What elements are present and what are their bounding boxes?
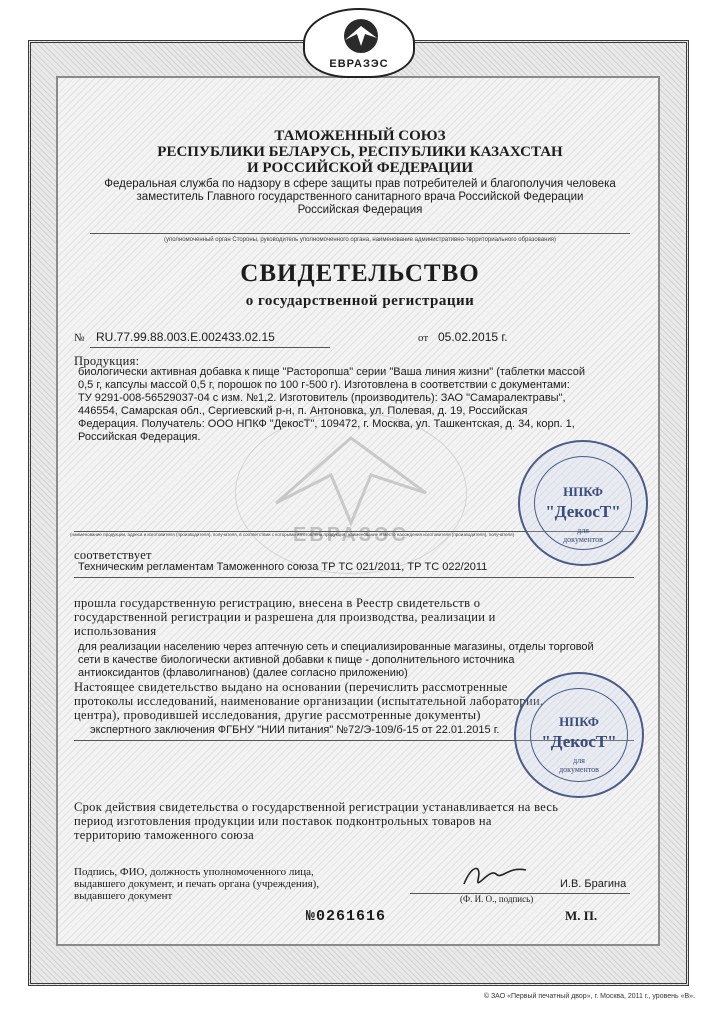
validity-line-3: территорию таможенного союза <box>74 828 255 842</box>
product-label: Продукция: <box>74 354 140 368</box>
document-title: СВИДЕТЕЛЬСТВО <box>240 260 480 287</box>
basis-line-3: центра), проводившей исследования, другие рассмотренные документы) <box>74 708 481 722</box>
stamp-top-line-2: "ДекосТ" <box>545 502 621 521</box>
validity-line-2: период изготовления продукции или поставок подконтрольных товаров на <box>74 814 492 828</box>
product-line-1: биологически активная добавка к пище "Расторопша" серии "Ваша линия жизни" (таблетки массой <box>78 366 585 378</box>
stamp-bottom-line-1: НПКФ <box>559 714 599 729</box>
mp-label: М. П. <box>565 908 598 923</box>
union-line-1: ТАМОЖЕННЫЙ СОЮЗ <box>274 128 446 144</box>
signature-name-caption: (Ф. И. О., подпись) <box>460 894 534 904</box>
service-line-1: Федеральная служба по надзору в сфере защиты прав потребителей и благополучия человека <box>104 178 616 190</box>
eagle-icon <box>337 16 385 56</box>
stamp-bottom-line-2: "ДекосТ" <box>541 732 617 751</box>
product-line-2: 0,5 г, капсулы массой 0,5 г, порошок по 100 г-500 г). Изготовлена в соответствии с документами: <box>78 379 570 391</box>
conformity-underline <box>74 576 634 578</box>
registration-number: RU.77.99.88.003.E.002433.02.15 <box>96 330 275 344</box>
signature-caption-2: выдавшего документ, и печать органа (учреждения), <box>74 878 320 890</box>
validity-line-1: Срок действия свидетельства о государственной регистрации устанавливается на весь <box>74 800 559 814</box>
eurasec-emblem <box>303 8 415 78</box>
product-caption: (наименование продукции, адреса и изготовителя (производителя), получателя, в соответствии с которыми изготовлена продукция, наименование и место нахождения изготовителя (производителя), получателя) <box>70 532 515 537</box>
registered-line-1: прошла государственную регистрацию, внесена в Реестр свидетельств о <box>74 596 481 610</box>
product-line-3: ТУ 9291-008-56529037-04 с изм. №1,2. Изготовитель (производитель): ЗАО "Самаралектравы", <box>78 392 566 404</box>
basis-line-1: Настоящее свидетельство выдано на основании (перечислить рассмотренные <box>74 680 508 694</box>
stamp-top-line-4: документов <box>563 535 603 544</box>
registered-line-2: государственной регистрации и разрешена для производства, реализации и <box>74 610 496 624</box>
registration-number-line <box>90 346 330 348</box>
stamp-top-line-3: для <box>577 526 589 535</box>
emblem-text: ЕВРАЗЭС <box>329 58 389 70</box>
union-line-3: И РОССИЙСКОЙ ФЕДЕРАЦИИ <box>246 160 474 176</box>
registration-date: 05.02.2015 г. <box>438 330 508 344</box>
product-line-5: Федерация. Получатель: ООО НПКФ "ДекосТ", 109472, г. Москва, ул. Ташкентская, д. 34, корп. 1, <box>78 418 575 430</box>
stamp-bottom-line-4: документов <box>559 765 599 774</box>
registered-use-1: для реализации населению через аптечную сеть и специализированные магазины, отделы торговой <box>78 641 594 653</box>
header-underline <box>90 232 630 234</box>
stamp-top-line-1: НПКФ <box>563 484 603 499</box>
service-caption: (уполномоченный орган Стороны, руководитель уполномоченного органа, наименование административно-территориального образования) <box>163 237 557 243</box>
serial-number: №0261616 <box>306 908 387 925</box>
product-line-4: 446554, Самарская обл., Сергиевский р-н, п. Антоновка, ул. Полевая, д. 19, Российская <box>78 405 528 417</box>
service-line-2: заместитель Главного государственного санитарного врача Российской Федерации <box>136 191 584 203</box>
stamp-bottom <box>514 672 644 798</box>
registered-use-2: сети в качестве биологически активной добавки к пище - дополнительного источника <box>78 654 515 666</box>
signature-scribble <box>460 860 530 892</box>
registered-use-3: антиоксидантов (флаволигнанов) (далее согласно приложению) <box>78 667 408 679</box>
stamp-top <box>518 440 648 566</box>
stamp-bottom-line-3: для <box>573 756 585 765</box>
signature-caption-1: Подпись, ФИО, должность уполномоченного лица, <box>74 866 314 878</box>
product-line-6: Российская Федерация. <box>78 431 201 443</box>
service-line-3: Российская Федерация <box>297 204 423 216</box>
signatory-name: И.В. Брагина <box>560 878 627 890</box>
registered-line-3: использования <box>74 624 157 638</box>
registration-date-prefix: от <box>418 332 429 344</box>
printer-footer: © ЗАО «Первый печатный двор», г. Москва, 2011 г., уровень «В». <box>483 993 695 1000</box>
basis-text: экспертного заключения ФГБНУ "НИИ питания" №72/Э-109/б-15 от 22.01.2015 г. <box>90 724 500 736</box>
watermark-text: ЕВРАЗЭС <box>292 524 409 546</box>
conformity-text: Техническим регламентам Таможенного союза ТР ТС 021/2011, ТР ТС 022/2011 <box>78 561 488 573</box>
document-subtitle: о государственной регистрации <box>245 293 475 309</box>
conformity-label: соответствует <box>74 548 152 562</box>
union-line-2: РЕСПУБЛИКИ БЕЛАРУСЬ, РЕСПУБЛИКИ КАЗАХСТАН <box>157 144 563 160</box>
signature-caption-3: выдавшего документ <box>74 890 173 902</box>
registration-number-prefix: № <box>74 332 85 344</box>
basis-line-2: протоколы исследований, наименование организации (испытательной лаборатории, <box>74 694 544 708</box>
